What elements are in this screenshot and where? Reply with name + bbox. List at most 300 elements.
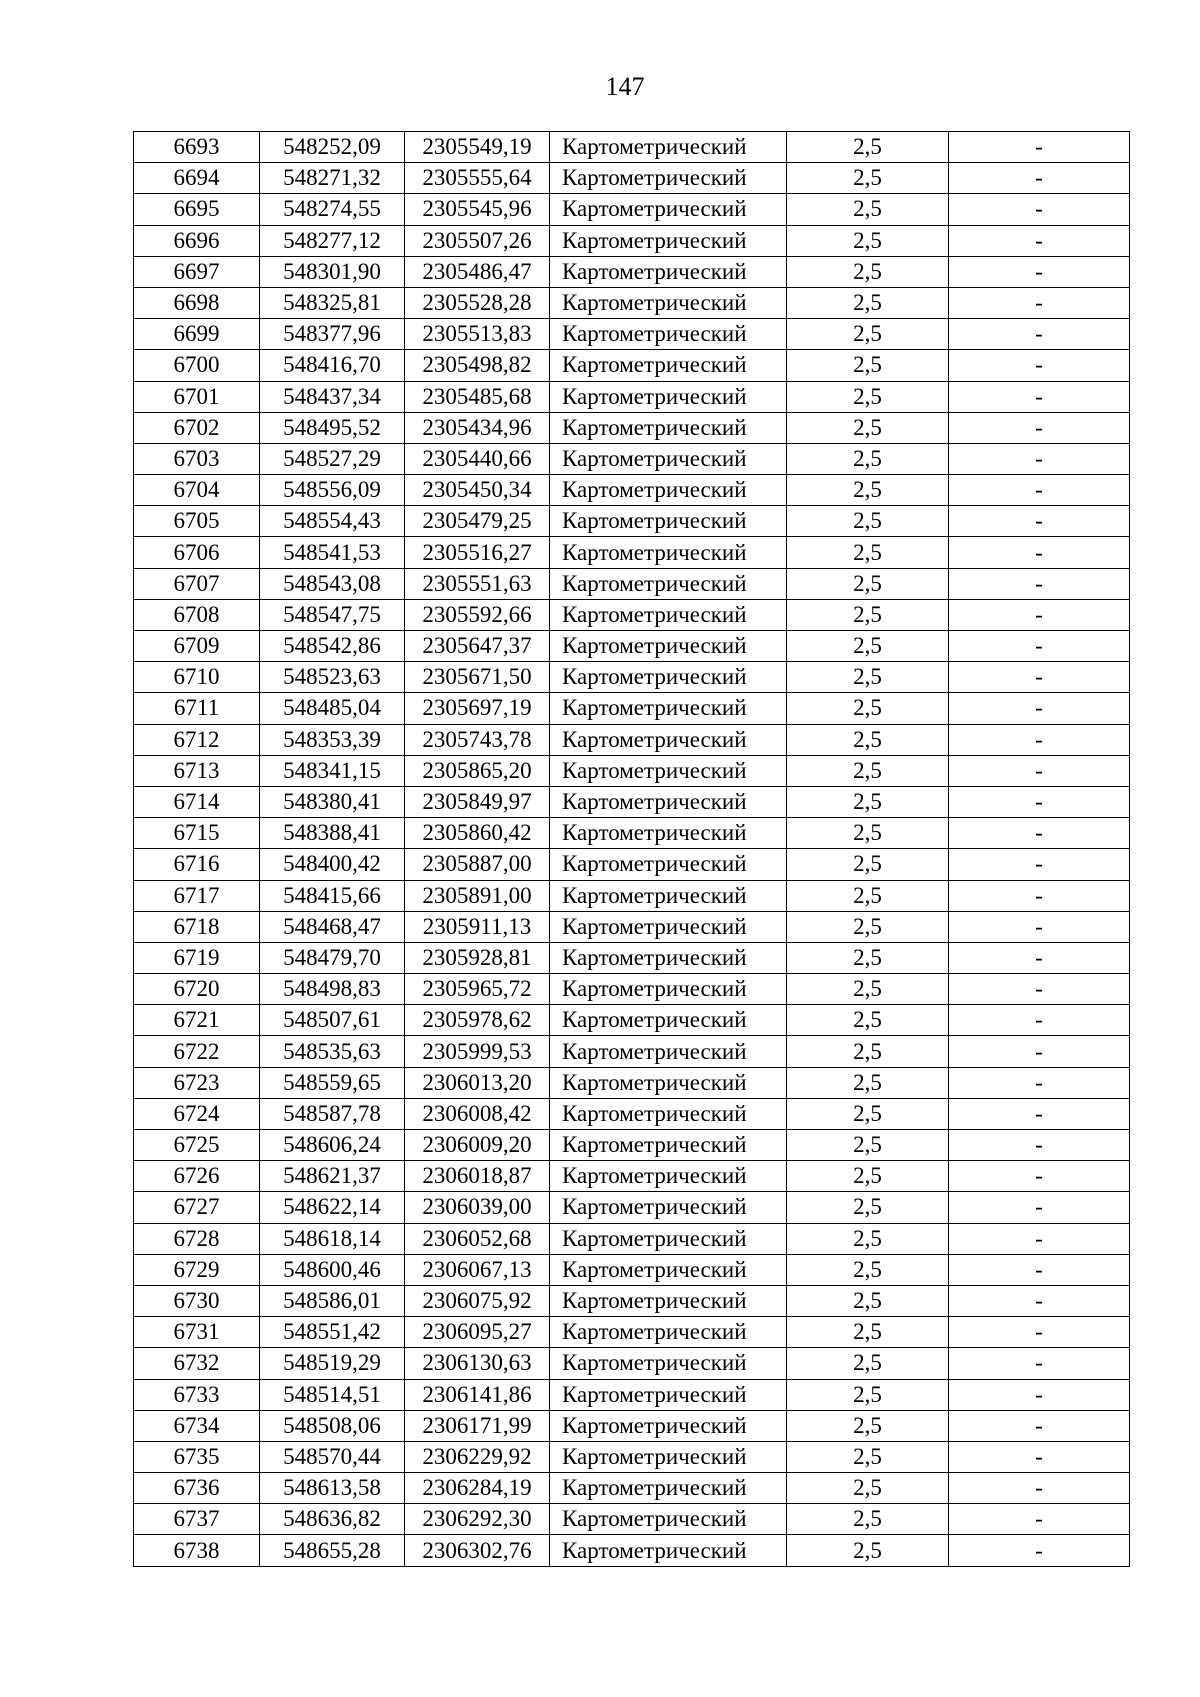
x-coordinate-cell: 548415,66 — [260, 880, 405, 911]
note-cell: - — [949, 1067, 1130, 1098]
method-cell: Картометрический — [550, 1254, 787, 1285]
table-row — [134, 1410, 1130, 1441]
note-cell: - — [949, 1161, 1130, 1192]
method-cell: Картометрический — [550, 287, 787, 318]
note-cell: - — [949, 350, 1130, 381]
point-number-cell: 6731 — [134, 1317, 260, 1348]
accuracy-cell: 2,5 — [787, 163, 949, 194]
note-cell: - — [949, 1098, 1130, 1129]
y-coordinate-cell: 2305592,66 — [405, 599, 550, 630]
accuracy-cell: 2,5 — [787, 319, 949, 350]
y-coordinate-cell: 2306292,30 — [405, 1504, 550, 1535]
x-coordinate-cell: 548542,86 — [260, 631, 405, 662]
table-row — [134, 693, 1130, 724]
method-cell: Картометрический — [550, 475, 787, 506]
table-row — [134, 132, 1130, 163]
x-coordinate-cell: 548485,04 — [260, 693, 405, 724]
y-coordinate-cell: 2305978,62 — [405, 1005, 550, 1036]
accuracy-cell: 2,5 — [787, 537, 949, 568]
table-row — [134, 350, 1130, 381]
note-cell: - — [949, 163, 1130, 194]
y-coordinate-cell: 2305513,83 — [405, 319, 550, 350]
table-row — [134, 818, 1130, 849]
accuracy-cell: 2,5 — [787, 287, 949, 318]
table-row — [134, 225, 1130, 256]
note-cell: - — [949, 537, 1130, 568]
point-number-cell: 6728 — [134, 1223, 260, 1254]
note-cell: - — [949, 631, 1130, 662]
accuracy-cell: 2,5 — [787, 818, 949, 849]
table-row — [134, 849, 1130, 880]
method-cell: Картометрический — [550, 724, 787, 755]
accuracy-cell: 2,5 — [787, 1098, 949, 1129]
y-coordinate-cell: 2306008,42 — [405, 1098, 550, 1129]
accuracy-cell: 2,5 — [787, 412, 949, 443]
x-coordinate-cell: 548559,65 — [260, 1067, 405, 1098]
table-row — [134, 662, 1130, 693]
note-cell: - — [949, 1317, 1130, 1348]
y-coordinate-cell: 2305928,81 — [405, 942, 550, 973]
table-row — [134, 1348, 1130, 1379]
y-coordinate-cell: 2305528,28 — [405, 287, 550, 318]
method-cell: Картометрический — [550, 1005, 787, 1036]
table-row — [134, 1504, 1130, 1535]
method-cell: Картометрический — [550, 1192, 787, 1223]
point-number-cell: 6707 — [134, 568, 260, 599]
y-coordinate-cell: 2305434,96 — [405, 412, 550, 443]
note-cell: - — [949, 818, 1130, 849]
accuracy-cell: 2,5 — [787, 475, 949, 506]
y-coordinate-cell: 2305891,00 — [405, 880, 550, 911]
y-coordinate-cell: 2305551,63 — [405, 568, 550, 599]
note-cell: - — [949, 849, 1130, 880]
method-cell: Картометрический — [550, 568, 787, 599]
x-coordinate-cell: 548353,39 — [260, 724, 405, 755]
x-coordinate-cell: 548508,06 — [260, 1410, 405, 1441]
note-cell: - — [949, 1535, 1130, 1566]
x-coordinate-cell: 548523,63 — [260, 662, 405, 693]
table-row — [134, 1535, 1130, 1566]
note-cell: - — [949, 662, 1130, 693]
y-coordinate-cell: 2305671,50 — [405, 662, 550, 693]
y-coordinate-cell: 2306141,86 — [405, 1379, 550, 1410]
method-cell: Картометрический — [550, 1348, 787, 1379]
x-coordinate-cell: 548570,44 — [260, 1441, 405, 1472]
accuracy-cell: 2,5 — [787, 849, 949, 880]
table-row — [134, 537, 1130, 568]
table-row — [134, 568, 1130, 599]
x-coordinate-cell: 548252,09 — [260, 132, 405, 163]
x-coordinate-cell: 548498,83 — [260, 974, 405, 1005]
note-cell: - — [949, 1192, 1130, 1223]
table-row — [134, 1285, 1130, 1316]
table-row — [134, 194, 1130, 225]
y-coordinate-cell: 2306284,19 — [405, 1473, 550, 1504]
method-cell: Картометрический — [550, 911, 787, 942]
point-number-cell: 6738 — [134, 1535, 260, 1566]
x-coordinate-cell: 548416,70 — [260, 350, 405, 381]
table-row — [134, 724, 1130, 755]
x-coordinate-cell: 548622,14 — [260, 1192, 405, 1223]
y-coordinate-cell: 2306009,20 — [405, 1130, 550, 1161]
point-number-cell: 6705 — [134, 506, 260, 537]
point-number-cell: 6722 — [134, 1036, 260, 1067]
x-coordinate-cell: 548636,82 — [260, 1504, 405, 1535]
accuracy-cell: 2,5 — [787, 1473, 949, 1504]
y-coordinate-cell: 2306039,00 — [405, 1192, 550, 1223]
method-cell: Картометрический — [550, 974, 787, 1005]
point-number-cell: 6711 — [134, 693, 260, 724]
point-number-cell: 6718 — [134, 911, 260, 942]
note-cell: - — [949, 1285, 1130, 1316]
method-cell: Картометрический — [550, 1130, 787, 1161]
accuracy-cell: 2,5 — [787, 631, 949, 662]
table-row — [134, 974, 1130, 1005]
accuracy-cell: 2,5 — [787, 974, 949, 1005]
table-row — [134, 1473, 1130, 1504]
point-number-cell: 6713 — [134, 755, 260, 786]
note-cell: - — [949, 599, 1130, 630]
note-cell: - — [949, 475, 1130, 506]
accuracy-cell: 2,5 — [787, 662, 949, 693]
x-coordinate-cell: 548380,41 — [260, 786, 405, 817]
y-coordinate-cell: 2305486,47 — [405, 256, 550, 287]
y-coordinate-cell: 2305549,19 — [405, 132, 550, 163]
point-number-cell: 6697 — [134, 256, 260, 287]
method-cell: Картометрический — [550, 942, 787, 973]
y-coordinate-cell: 2306013,20 — [405, 1067, 550, 1098]
accuracy-cell: 2,5 — [787, 724, 949, 755]
y-coordinate-cell: 2306018,87 — [405, 1161, 550, 1192]
table-row — [134, 506, 1130, 537]
x-coordinate-cell: 548341,15 — [260, 755, 405, 786]
accuracy-cell: 2,5 — [787, 443, 949, 474]
table-row — [134, 319, 1130, 350]
y-coordinate-cell: 2305911,13 — [405, 911, 550, 942]
accuracy-cell: 2,5 — [787, 1067, 949, 1098]
x-coordinate-cell: 548621,37 — [260, 1161, 405, 1192]
x-coordinate-cell: 548618,14 — [260, 1223, 405, 1254]
method-cell: Картометрический — [550, 755, 787, 786]
y-coordinate-cell: 2305999,53 — [405, 1036, 550, 1067]
x-coordinate-cell: 548495,52 — [260, 412, 405, 443]
point-number-cell: 6717 — [134, 880, 260, 911]
table-row — [134, 942, 1130, 973]
note-cell: - — [949, 693, 1130, 724]
table-row — [134, 1161, 1130, 1192]
x-coordinate-cell: 548479,70 — [260, 942, 405, 973]
method-cell: Картометрический — [550, 693, 787, 724]
x-coordinate-cell: 548527,29 — [260, 443, 405, 474]
y-coordinate-cell: 2306052,68 — [405, 1223, 550, 1254]
accuracy-cell: 2,5 — [787, 256, 949, 287]
table-row — [134, 1379, 1130, 1410]
accuracy-cell: 2,5 — [787, 942, 949, 973]
method-cell: Картометрический — [550, 1410, 787, 1441]
note-cell: - — [949, 287, 1130, 318]
y-coordinate-cell: 2306075,92 — [405, 1285, 550, 1316]
note-cell: - — [949, 1379, 1130, 1410]
point-number-cell: 6726 — [134, 1161, 260, 1192]
x-coordinate-cell: 548551,42 — [260, 1317, 405, 1348]
table-row — [134, 1441, 1130, 1472]
table-row — [134, 163, 1130, 194]
x-coordinate-cell: 548541,53 — [260, 537, 405, 568]
method-cell: Картометрический — [550, 163, 787, 194]
accuracy-cell: 2,5 — [787, 194, 949, 225]
point-number-cell: 6695 — [134, 194, 260, 225]
point-number-cell: 6701 — [134, 381, 260, 412]
x-coordinate-cell: 548587,78 — [260, 1098, 405, 1129]
y-coordinate-cell: 2305849,97 — [405, 786, 550, 817]
table-row — [134, 412, 1130, 443]
point-number-cell: 6704 — [134, 475, 260, 506]
method-cell: Картометрический — [550, 1504, 787, 1535]
accuracy-cell: 2,5 — [787, 506, 949, 537]
note-cell: - — [949, 755, 1130, 786]
accuracy-cell: 2,5 — [787, 1223, 949, 1254]
accuracy-cell: 2,5 — [787, 1535, 949, 1566]
table-row — [134, 1005, 1130, 1036]
accuracy-cell: 2,5 — [787, 1161, 949, 1192]
x-coordinate-cell: 548507,61 — [260, 1005, 405, 1036]
y-coordinate-cell: 2306229,92 — [405, 1441, 550, 1472]
accuracy-cell: 2,5 — [787, 911, 949, 942]
method-cell: Картометрический — [550, 1379, 787, 1410]
method-cell: Картометрический — [550, 818, 787, 849]
method-cell: Картометрический — [550, 1535, 787, 1566]
method-cell: Картометрический — [550, 256, 787, 287]
method-cell: Картометрический — [550, 194, 787, 225]
note-cell: - — [949, 1473, 1130, 1504]
table-row — [134, 475, 1130, 506]
method-cell: Картометрический — [550, 506, 787, 537]
y-coordinate-cell: 2305545,96 — [405, 194, 550, 225]
point-number-cell: 6734 — [134, 1410, 260, 1441]
note-cell: - — [949, 412, 1130, 443]
table-row — [134, 287, 1130, 318]
method-cell: Картометрический — [550, 1441, 787, 1472]
y-coordinate-cell: 2306130,63 — [405, 1348, 550, 1379]
note-cell: - — [949, 974, 1130, 1005]
table-row — [134, 631, 1130, 662]
point-number-cell: 6703 — [134, 443, 260, 474]
table-row — [134, 256, 1130, 287]
method-cell: Картометрический — [550, 132, 787, 163]
point-number-cell: 6715 — [134, 818, 260, 849]
note-cell: - — [949, 1223, 1130, 1254]
method-cell: Картометрический — [550, 319, 787, 350]
point-number-cell: 6720 — [134, 974, 260, 1005]
point-number-cell: 6730 — [134, 1285, 260, 1316]
accuracy-cell: 2,5 — [787, 693, 949, 724]
method-cell: Картометрический — [550, 1473, 787, 1504]
accuracy-cell: 2,5 — [787, 1285, 949, 1316]
note-cell: - — [949, 319, 1130, 350]
point-number-cell: 6708 — [134, 599, 260, 630]
accuracy-cell: 2,5 — [787, 755, 949, 786]
y-coordinate-cell: 2306095,27 — [405, 1317, 550, 1348]
point-number-cell: 6732 — [134, 1348, 260, 1379]
y-coordinate-cell: 2305743,78 — [405, 724, 550, 755]
note-cell: - — [949, 880, 1130, 911]
table-row — [134, 1192, 1130, 1223]
point-number-cell: 6729 — [134, 1254, 260, 1285]
table-row — [134, 443, 1130, 474]
note-cell: - — [949, 786, 1130, 817]
x-coordinate-cell: 548543,08 — [260, 568, 405, 599]
table-row — [134, 911, 1130, 942]
y-coordinate-cell: 2305516,27 — [405, 537, 550, 568]
note-cell: - — [949, 381, 1130, 412]
accuracy-cell: 2,5 — [787, 568, 949, 599]
point-number-cell: 6712 — [134, 724, 260, 755]
method-cell: Картометрический — [550, 662, 787, 693]
point-number-cell: 6700 — [134, 350, 260, 381]
method-cell: Картометрический — [550, 443, 787, 474]
x-coordinate-cell: 548586,01 — [260, 1285, 405, 1316]
y-coordinate-cell: 2305440,66 — [405, 443, 550, 474]
point-number-cell: 6709 — [134, 631, 260, 662]
note-cell: - — [949, 256, 1130, 287]
y-coordinate-cell: 2305485,68 — [405, 381, 550, 412]
note-cell: - — [949, 724, 1130, 755]
method-cell: Картометрический — [550, 225, 787, 256]
x-coordinate-cell: 548271,32 — [260, 163, 405, 194]
accuracy-cell: 2,5 — [787, 1348, 949, 1379]
method-cell: Картометрический — [550, 849, 787, 880]
note-cell: - — [949, 1504, 1130, 1535]
x-coordinate-cell: 548554,43 — [260, 506, 405, 537]
x-coordinate-cell: 548274,55 — [260, 194, 405, 225]
note-cell: - — [949, 132, 1130, 163]
accuracy-cell: 2,5 — [787, 1441, 949, 1472]
accuracy-cell: 2,5 — [787, 1036, 949, 1067]
method-cell: Картометрический — [550, 537, 787, 568]
method-cell: Картометрический — [550, 381, 787, 412]
point-number-cell: 6719 — [134, 942, 260, 973]
method-cell: Картометрический — [550, 1161, 787, 1192]
point-number-cell: 6724 — [134, 1098, 260, 1129]
point-number-cell: 6733 — [134, 1379, 260, 1410]
coordinates-table — [133, 131, 1130, 1567]
accuracy-cell: 2,5 — [787, 1379, 949, 1410]
table-row — [134, 1036, 1130, 1067]
method-cell: Картометрический — [550, 599, 787, 630]
point-number-cell: 6699 — [134, 319, 260, 350]
method-cell: Картометрический — [550, 412, 787, 443]
table-row — [134, 786, 1130, 817]
point-number-cell: 6694 — [134, 163, 260, 194]
x-coordinate-cell: 548535,63 — [260, 1036, 405, 1067]
table-row — [134, 1098, 1130, 1129]
note-cell: - — [949, 1005, 1130, 1036]
point-number-cell: 6735 — [134, 1441, 260, 1472]
point-number-cell: 6702 — [134, 412, 260, 443]
table-row — [134, 880, 1130, 911]
point-number-cell: 6714 — [134, 786, 260, 817]
method-cell: Картометрический — [550, 1285, 787, 1316]
x-coordinate-cell: 548547,75 — [260, 599, 405, 630]
y-coordinate-cell: 2306067,13 — [405, 1254, 550, 1285]
x-coordinate-cell: 548377,96 — [260, 319, 405, 350]
note-cell: - — [949, 942, 1130, 973]
y-coordinate-cell: 2305647,37 — [405, 631, 550, 662]
point-number-cell: 6710 — [134, 662, 260, 693]
point-number-cell: 6737 — [134, 1504, 260, 1535]
accuracy-cell: 2,5 — [787, 599, 949, 630]
y-coordinate-cell: 2305479,25 — [405, 506, 550, 537]
point-number-cell: 6696 — [134, 225, 260, 256]
x-coordinate-cell: 548519,29 — [260, 1348, 405, 1379]
accuracy-cell: 2,5 — [787, 350, 949, 381]
table-row — [134, 1254, 1130, 1285]
x-coordinate-cell: 548400,42 — [260, 849, 405, 880]
accuracy-cell: 2,5 — [787, 1005, 949, 1036]
y-coordinate-cell: 2305865,20 — [405, 755, 550, 786]
accuracy-cell: 2,5 — [787, 1504, 949, 1535]
note-cell: - — [949, 506, 1130, 537]
y-coordinate-cell: 2305507,26 — [405, 225, 550, 256]
y-coordinate-cell: 2305965,72 — [405, 974, 550, 1005]
table-row — [134, 1317, 1130, 1348]
point-number-cell: 6721 — [134, 1005, 260, 1036]
y-coordinate-cell: 2305887,00 — [405, 849, 550, 880]
note-cell: - — [949, 1410, 1130, 1441]
method-cell: Картометрический — [550, 1098, 787, 1129]
note-cell: - — [949, 194, 1130, 225]
table-row — [134, 599, 1130, 630]
table-row — [134, 1223, 1130, 1254]
table-row — [134, 755, 1130, 786]
point-number-cell: 6736 — [134, 1473, 260, 1504]
accuracy-cell: 2,5 — [787, 1254, 949, 1285]
y-coordinate-cell: 2305450,34 — [405, 475, 550, 506]
accuracy-cell: 2,5 — [787, 1192, 949, 1223]
x-coordinate-cell: 548613,58 — [260, 1473, 405, 1504]
method-cell: Картометрический — [550, 1223, 787, 1254]
table-row — [134, 1130, 1130, 1161]
point-number-cell: 6727 — [134, 1192, 260, 1223]
accuracy-cell: 2,5 — [787, 1130, 949, 1161]
point-number-cell: 6706 — [134, 537, 260, 568]
x-coordinate-cell: 548301,90 — [260, 256, 405, 287]
x-coordinate-cell: 548655,28 — [260, 1535, 405, 1566]
note-cell: - — [949, 443, 1130, 474]
x-coordinate-cell: 548277,12 — [260, 225, 405, 256]
point-number-cell: 6716 — [134, 849, 260, 880]
method-cell: Картометрический — [550, 631, 787, 662]
page-number: 147 — [605, 72, 645, 101]
y-coordinate-cell: 2305498,82 — [405, 350, 550, 381]
point-number-cell: 6725 — [134, 1130, 260, 1161]
note-cell: - — [949, 1348, 1130, 1379]
accuracy-cell: 2,5 — [787, 1410, 949, 1441]
x-coordinate-cell: 548468,47 — [260, 911, 405, 942]
accuracy-cell: 2,5 — [787, 1317, 949, 1348]
note-cell: - — [949, 1441, 1130, 1472]
point-number-cell: 6723 — [134, 1067, 260, 1098]
y-coordinate-cell: 2305555,64 — [405, 163, 550, 194]
y-coordinate-cell: 2305697,19 — [405, 693, 550, 724]
x-coordinate-cell: 548600,46 — [260, 1254, 405, 1285]
x-coordinate-cell: 548325,81 — [260, 287, 405, 318]
accuracy-cell: 2,5 — [787, 381, 949, 412]
table-row — [134, 1067, 1130, 1098]
accuracy-cell: 2,5 — [787, 132, 949, 163]
accuracy-cell: 2,5 — [787, 225, 949, 256]
method-cell: Картометрический — [550, 350, 787, 381]
